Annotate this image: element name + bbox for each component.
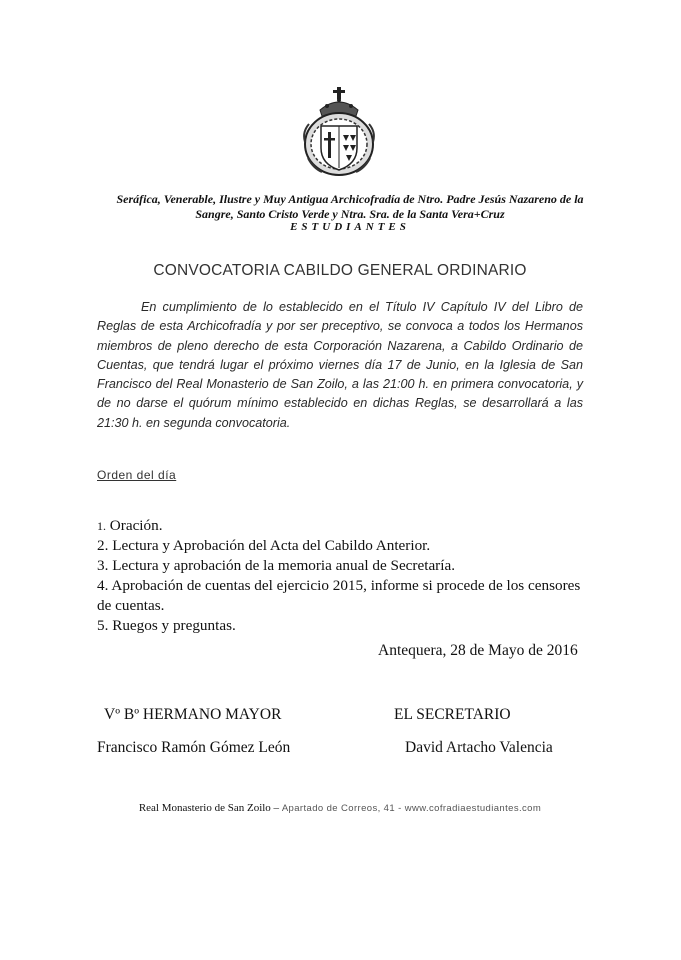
signature-role-right: EL SECRETARIO [394, 706, 511, 723]
signature-name-left: Francisco Ramón Gómez León [97, 739, 291, 756]
agenda-item: 4. Aprobación de cuentas del ejercicio 2015, informe si procede de los censores de cuentas. [97, 577, 581, 614]
signature-name-right: David Artacho Valencia [405, 739, 553, 756]
agenda-item-number: 1. [97, 519, 106, 533]
agenda-item-text: Oración. [109, 517, 163, 534]
agenda-item: 2. Lectura y Aprobación del Acta del Cabildo Anterior. [97, 537, 431, 554]
brotherhood-subtitle: ESTUDIANTES [290, 221, 410, 233]
brotherhood-name-line-2: Sangre, Santo Cristo Verde y Ntra. Sra. de la Santa Vera+Cruz [195, 207, 505, 221]
page-title: CONVOCATORIA CABILDO GENERAL ORDINARIO [153, 262, 527, 279]
agenda-item: 3. Lectura y aprobación de la memoria anual de Secretaría. [97, 557, 455, 574]
footer-contact: Apartado de Correos, 41 - www.cofradiaestudiantes.com [281, 803, 542, 814]
agenda-heading: Orden del día [97, 468, 177, 482]
agenda-item: 5. Ruegos y preguntas. [97, 617, 236, 634]
footer-place: Real Monasterio de San Zoilo – [138, 802, 280, 814]
agenda-item [97, 516, 587, 536]
signature-role-left: Vº Bº HERMANO MAYOR [104, 706, 282, 723]
agenda-list [97, 516, 587, 636]
document-date: Antequera, 28 de Mayo de 2016 [378, 642, 578, 659]
brotherhood-name-line-1: Seráfica, Venerable, Ilustre y Muy Antigua Archicofradía de Ntro. Padre Jesús Nazareno de la [116, 192, 584, 206]
convocation-paragraph: En cumplimiento de lo establecido en el Título IV Capítulo IV del Libro de Reglas de esta Archicofradía y por ser preceptivo, se convoca a todos los Hermanos miembros de pleno derecho de esta Corporación Nazarena, a Cabildo Ordinario de Cuentas, que tendrá lugar el próximo viernes día 17 de Junio, en la Iglesia de San Francisco del Real Monasterio de San Zoilo, a las 21:00 h. en primera convocatoria, y de no darse el quórum mínimo establecido en dichas Reglas, se desarrollará a las 21:30 h. en segunda convocatoria. [97, 300, 583, 430]
footer [60, 802, 620, 814]
brotherhood-crest-icon [300, 86, 378, 178]
